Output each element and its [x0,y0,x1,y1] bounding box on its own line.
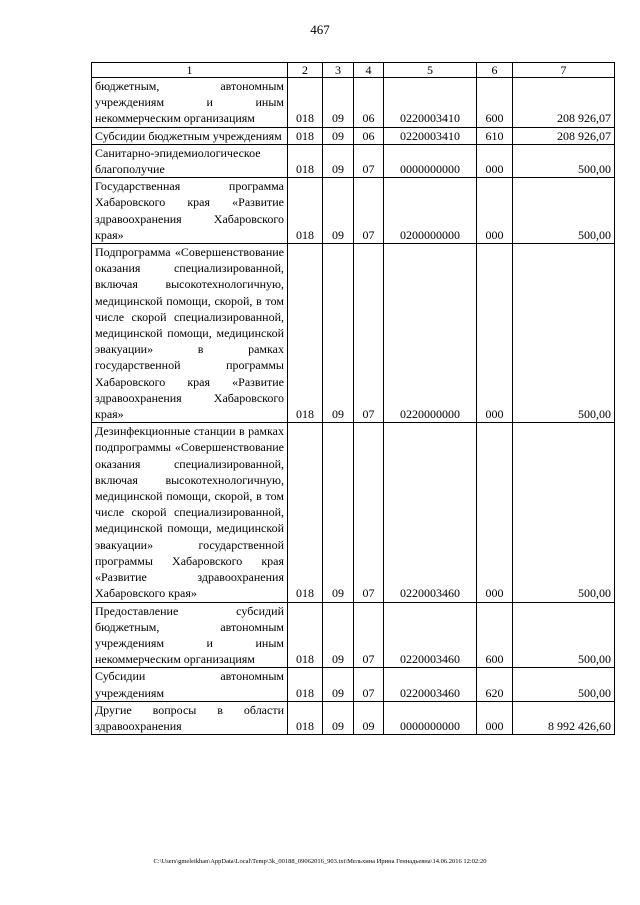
row-amount: 500,00 [513,244,615,423]
row-ministry-code: 018 [288,602,323,668]
row-target-code: 0000000000 [384,144,477,177]
row-expense-type-code: 600 [477,78,513,128]
header-col-4: 4 [354,63,384,78]
row-expense-type-code: 610 [477,127,513,144]
row-name: Другие вопросы в области здравоохранения [92,701,288,734]
row-target-code: 0220000000 [384,244,477,423]
footer-file-path: C:\Users\gmeleikhan\AppData\Local\Temp\3k_00188_09062016_903.txt\Мельхина Ирина Геннадьевна\14.06.2016 12:02:20 [153,858,487,865]
row-ministry-code: 018 [288,127,323,144]
table-row [92,144,615,177]
row-ministry-code: 018 [288,668,323,701]
row-ministry-code: 018 [288,144,323,177]
row-name: бюджетным, автономным учреждениям и иным некоммерческим организациям [92,78,288,128]
row-ministry-code: 018 [288,701,323,734]
row-target-code: 0220003410 [384,127,477,144]
row-section-code: 09 [323,602,354,668]
row-subsection-code: 07 [354,244,384,423]
row-name: Государственная программа Хабаровского края «Развитие здравоохранения Хабаровского края» [92,178,288,244]
row-section-code: 09 [323,144,354,177]
row-name: Предоставление субсидий бюджетным, автономным учреждениям и иным некоммерческим организациям [92,602,288,668]
row-expense-type-code: 600 [477,602,513,668]
row-amount: 500,00 [513,602,615,668]
row-target-code: 0220003460 [384,423,477,602]
page-number: 467 [310,22,330,37]
row-target-code: 0000000000 [384,701,477,734]
table-row [92,244,615,423]
row-subsection-code: 07 [354,144,384,177]
row-name: Субсидии бюджетным учреждениям [92,127,288,144]
header-col-6: 6 [477,63,513,78]
row-section-code: 09 [323,127,354,144]
table-row [92,127,615,144]
row-name: Дезинфекционные станции в рамках подпрограммы «Совершенствование оказания специализированной, включая высокотехнологичную, медицинской помощи, скорой, в том числе скорой специализированной, медицинской помощи, медицинской эвакуации» государственной программы Хабаровского края «Развитие здравоохранения Хабаровского края» [92,423,288,602]
row-name: Подпрограмма «Совершенствование оказания специализированной, включая высокотехнологичную, медицинской помощи, скорой, в том числе скорой специализированной, медицинской помощи, медицинской эвакуации» в рамках государственной программы Хабаровского края «Развитие здравоохранения Хабаровского края» [92,244,288,423]
row-amount: 8 992 426,60 [513,701,615,734]
row-subsection-code: 06 [354,127,384,144]
row-amount: 208 926,07 [513,127,615,144]
budget-table [91,62,615,735]
row-amount: 500,00 [513,178,615,244]
header-col-7: 7 [513,63,615,78]
row-ministry-code: 018 [288,78,323,128]
table-row [92,668,615,701]
row-expense-type-code: 000 [477,178,513,244]
row-section-code: 09 [323,701,354,734]
row-amount: 500,00 [513,144,615,177]
row-subsection-code: 07 [354,178,384,244]
row-expense-type-code: 000 [477,701,513,734]
row-section-code: 09 [323,78,354,128]
row-ministry-code: 018 [288,178,323,244]
row-target-code: 0220003460 [384,668,477,701]
row-subsection-code: 06 [354,78,384,128]
row-subsection-code: 07 [354,423,384,602]
header-col-2: 2 [288,63,323,78]
header-col-5: 5 [384,63,477,78]
row-ministry-code: 018 [288,244,323,423]
table-row [92,78,615,128]
row-amount: 500,00 [513,668,615,701]
row-name: Санитарно-эпидемиологическое благополучие [92,144,288,177]
row-expense-type-code: 000 [477,423,513,602]
table-row [92,701,615,734]
row-target-code: 0220003410 [384,78,477,128]
table-row [92,178,615,244]
table-header-row [92,63,615,78]
row-expense-type-code: 620 [477,668,513,701]
table-row [92,602,615,668]
row-target-code: 0200000000 [384,178,477,244]
header-col-1: 1 [92,63,288,78]
table-row [92,423,615,602]
row-section-code: 09 [323,668,354,701]
row-amount: 500,00 [513,423,615,602]
row-name: Субсидии автономным учреждениям [92,668,288,701]
row-expense-type-code: 000 [477,144,513,177]
row-subsection-code: 07 [354,602,384,668]
row-section-code: 09 [323,178,354,244]
row-expense-type-code: 000 [477,244,513,423]
row-amount: 208 926,07 [513,78,615,128]
row-section-code: 09 [323,244,354,423]
row-subsection-code: 09 [354,701,384,734]
header-col-3: 3 [323,63,354,78]
row-ministry-code: 018 [288,423,323,602]
row-section-code: 09 [323,423,354,602]
row-subsection-code: 07 [354,668,384,701]
row-target-code: 0220003460 [384,602,477,668]
